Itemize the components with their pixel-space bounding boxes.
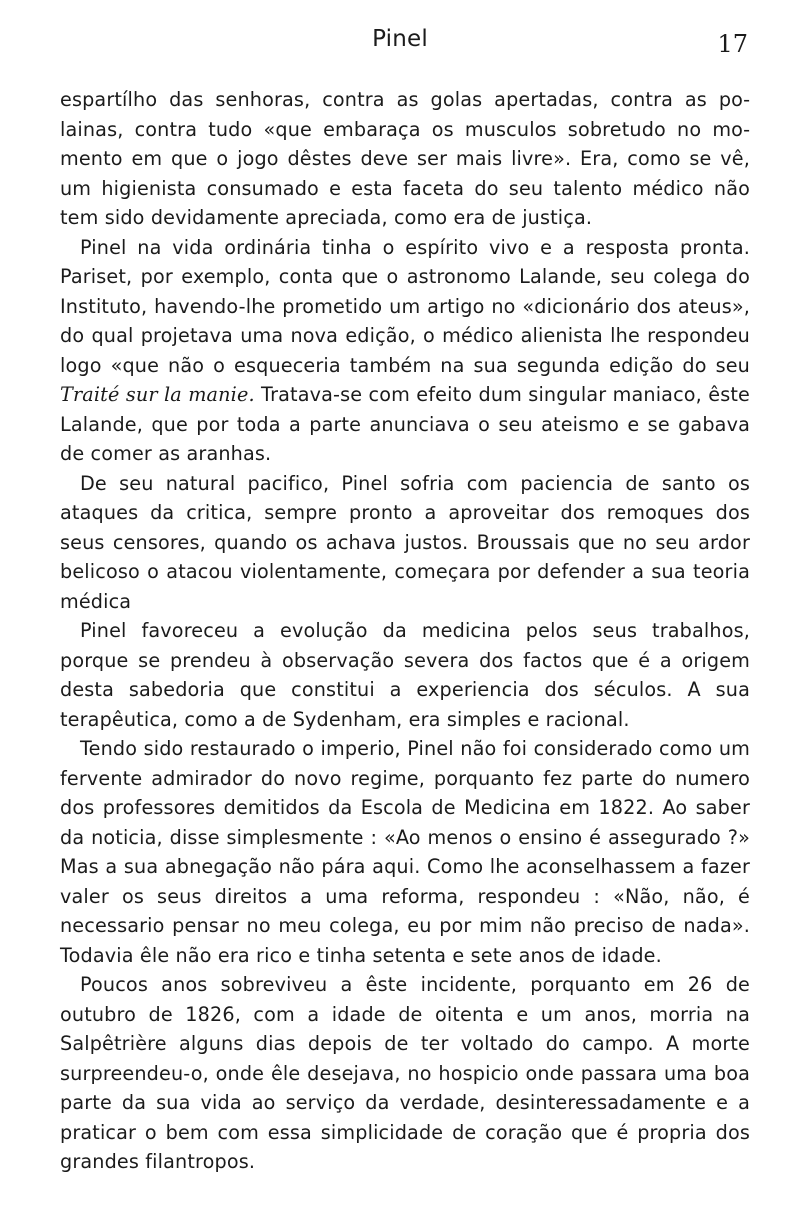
paragraph (60, 970, 750, 1177)
paragraph (60, 734, 750, 970)
paragraph-text: Pinel na vida ordinária tinha o espírito vivo e a resposta pronta. Pariset, por exemplo, conta que o astronomo Lalande, seu colega do Instituto, havendo-lhe prometido um artigo no «dicionário dos ateus», do qual projetava uma nova edição, o médico alienista lhe respondeu logo «que não o esqueceria também na sua segunda edição do seu (60, 235, 750, 377)
paragraph (60, 233, 750, 469)
book-title-italic: Traité sur la manie. (60, 383, 255, 406)
paragraph-text: espartílho das senhoras, contra as golas apertadas, contra as polainas, contra tudo «que embaraça os musculos sobretudo no momento em que o jogo dêstes deve ser mais livre». Era, como se vê, um higienista consumado e esta faceta do seu talento médico não tem sido devidamente apreciada, como era de justiça. (60, 88, 750, 229)
paragraph (60, 469, 750, 617)
paragraph-text: Pinel favoreceu a evolução da medicina pelos seus trabalhos, porque se prendeu à observação severa dos factos que é a origem desta sabedoria que constitui a experiencia dos séculos. A sua terapêutica, como a de Sydenham, era simples e racional. (60, 619, 750, 731)
paragraph-text: Tendo sido restaurado o imperio, Pinel não foi considerado como um fervente admirador do novo regime, porquanto fez parte do numero dos professores demitidos da Escola de Medicina em 1822. Ao saber da noticia, disse simplesmente : «Ao menos o ensino é assegurado ?» Mas a sua abnegação não pára aqui. Como lhe aconselhassem a fazer valer os seus direitos a uma reforma, respondeu : «Não, não, é necessario pensar no meu colega, eu por mim não preciso de nada». Todavia êle não era rico e tinha setenta e sete anos de idade. (60, 737, 750, 967)
running-head-title: Pinel (372, 26, 428, 52)
body-text (60, 85, 750, 1177)
page-number: 17 (717, 30, 748, 58)
running-head (0, 20, 800, 56)
paragraph-text: Poucos anos sobreviveu a êste incidente, porquanto em 26 de outubro de 1826, com a idade de oitenta e um anos, morria na Salpêtrière alguns dias depois de ter voltado do campo. A morte surpreendeu-o, onde êle desejava, no hospicio onde passara uma boa parte da sua vida ao serviço da verdade, desinteressadamente e a praticar o bem com essa simplicidade de coração que é propria dos grandes filantropos. (60, 973, 750, 1173)
paragraph-text: De seu natural pacifico, Pinel sofria com paciencia de santo os ataques da critica, sempre pronto a aproveitar dos remoques dos seus censores, quando os achava justos. Broussais que no seu ardor belicoso o atacou violentamente, começara por defender a sua teoria médica (60, 471, 750, 613)
paragraph (60, 85, 750, 233)
paragraph-text: Tratava-se com efeito dum singular maniaco, êste Lalande, que por toda a parte anunciava o seu ateismo e se gabava de comer as aranhas. (60, 383, 750, 465)
paragraph (60, 616, 750, 734)
